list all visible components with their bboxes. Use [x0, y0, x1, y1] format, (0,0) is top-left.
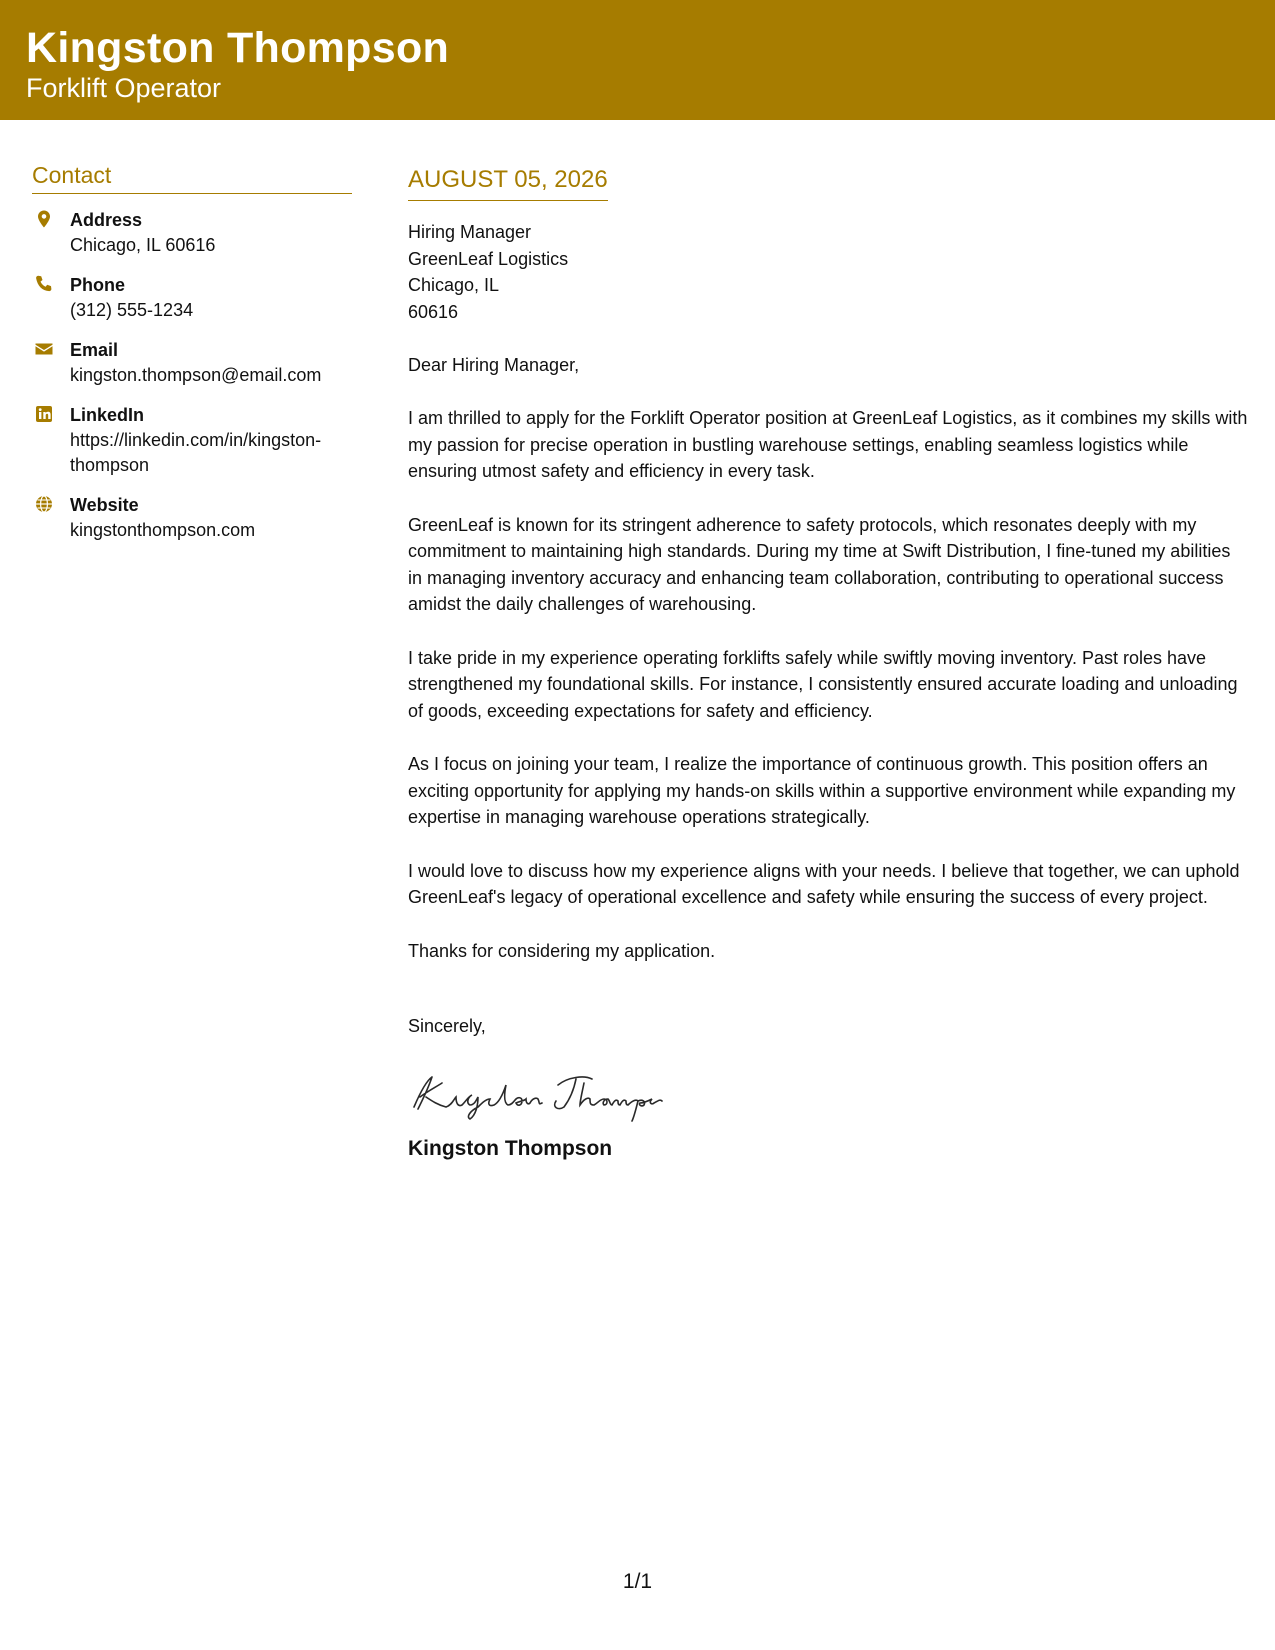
website-label: Website [70, 495, 139, 515]
letter-body [408, 166, 1248, 1161]
email-label: Email [70, 340, 119, 360]
recipient-line: Hiring Manager [408, 222, 532, 242]
signer-name: Kingston Thompson [408, 1137, 613, 1160]
signature-image [408, 1063, 668, 1123]
candidate-role: Forklift Operator [26, 73, 222, 103]
recipient-block [408, 219, 1248, 325]
contact-linkedin [32, 403, 352, 478]
contact-phone [32, 273, 352, 323]
handwritten-signature [408, 1063, 1248, 1123]
body-paragraph: As I focus on joining your team, I realize the importance of continuous growth. This position offers an exciting opportunity for applying my hands-on skills within a supportive environment while expanding my expertise in managing warehouse operations strategically. [408, 754, 1236, 827]
closing: Sincerely, [408, 1016, 486, 1036]
contact-address [32, 208, 352, 258]
contact-heading: Contact [32, 162, 352, 194]
contact-email [32, 338, 352, 388]
globe-icon [34, 494, 54, 514]
phone-value: (312) 555-1234 [70, 300, 194, 320]
location-pin-icon [34, 209, 54, 229]
phone-label: Phone [70, 275, 126, 295]
linkedin-value[interactable]: https://linkedin.com/in/kingston-thompson [70, 430, 322, 475]
phone-icon [34, 274, 54, 294]
recipient-line: GreenLeaf Logistics [408, 248, 569, 269]
candidate-name: Kingston Thompson [26, 24, 450, 72]
body-paragraph: I take pride in my experience operating forklifts safely while swiftly moving inventory. Past roles have strengthened my foundational skills. For instance, I consistently ensured accurate loading and unloading of goods, exceeding expectations for safety and efficiency. [408, 647, 1238, 721]
header-banner [0, 0, 1275, 120]
contact-website [32, 493, 352, 543]
address-label: Address [70, 210, 143, 230]
body-paragraph: GreenLeaf is known for its stringent adherence to safety protocols, which resonates deeply with my commitment to maintaining high standards. During my time at Swift Distribution, I fine-tuned my abilities in managing inventory accuracy and enhancing team collaboration, contributing to operational success amidst the daily challenges of warehousing. [408, 514, 1231, 614]
email-value[interactable]: kingston.thompson@email.com [70, 365, 322, 385]
linkedin-icon [34, 404, 54, 424]
contact-sidebar [32, 162, 352, 558]
website-value[interactable]: kingstonthompson.com [70, 520, 256, 540]
envelope-icon [34, 339, 54, 359]
body-paragraph: I would love to discuss how my experience aligns with your needs. I believe that together, we can uphold GreenLeaf's legacy of operational excellence and safety while ensuring the success of every project. [408, 860, 1240, 907]
body-paragraph: Thanks for considering my application. [408, 940, 716, 961]
recipient-line: 60616 [408, 301, 459, 322]
salutation: Dear Hiring Manager, [408, 355, 580, 375]
address-value: Chicago, IL 60616 [70, 235, 216, 255]
body-paragraph: I am thrilled to apply for the Forklift Operator position at GreenLeaf Logistics, as it combines my skills with my passion for precise operation in bustling warehouse settings, enabling seamless logistics while ensuring utmost safety and efficiency in every task. [408, 408, 1248, 481]
letter-date: AUGUST 05, 2026 [408, 166, 608, 201]
linkedin-label: LinkedIn [70, 405, 145, 425]
page-number: 1/1 [622, 1570, 653, 1593]
recipient-line: Chicago, IL [408, 275, 500, 295]
